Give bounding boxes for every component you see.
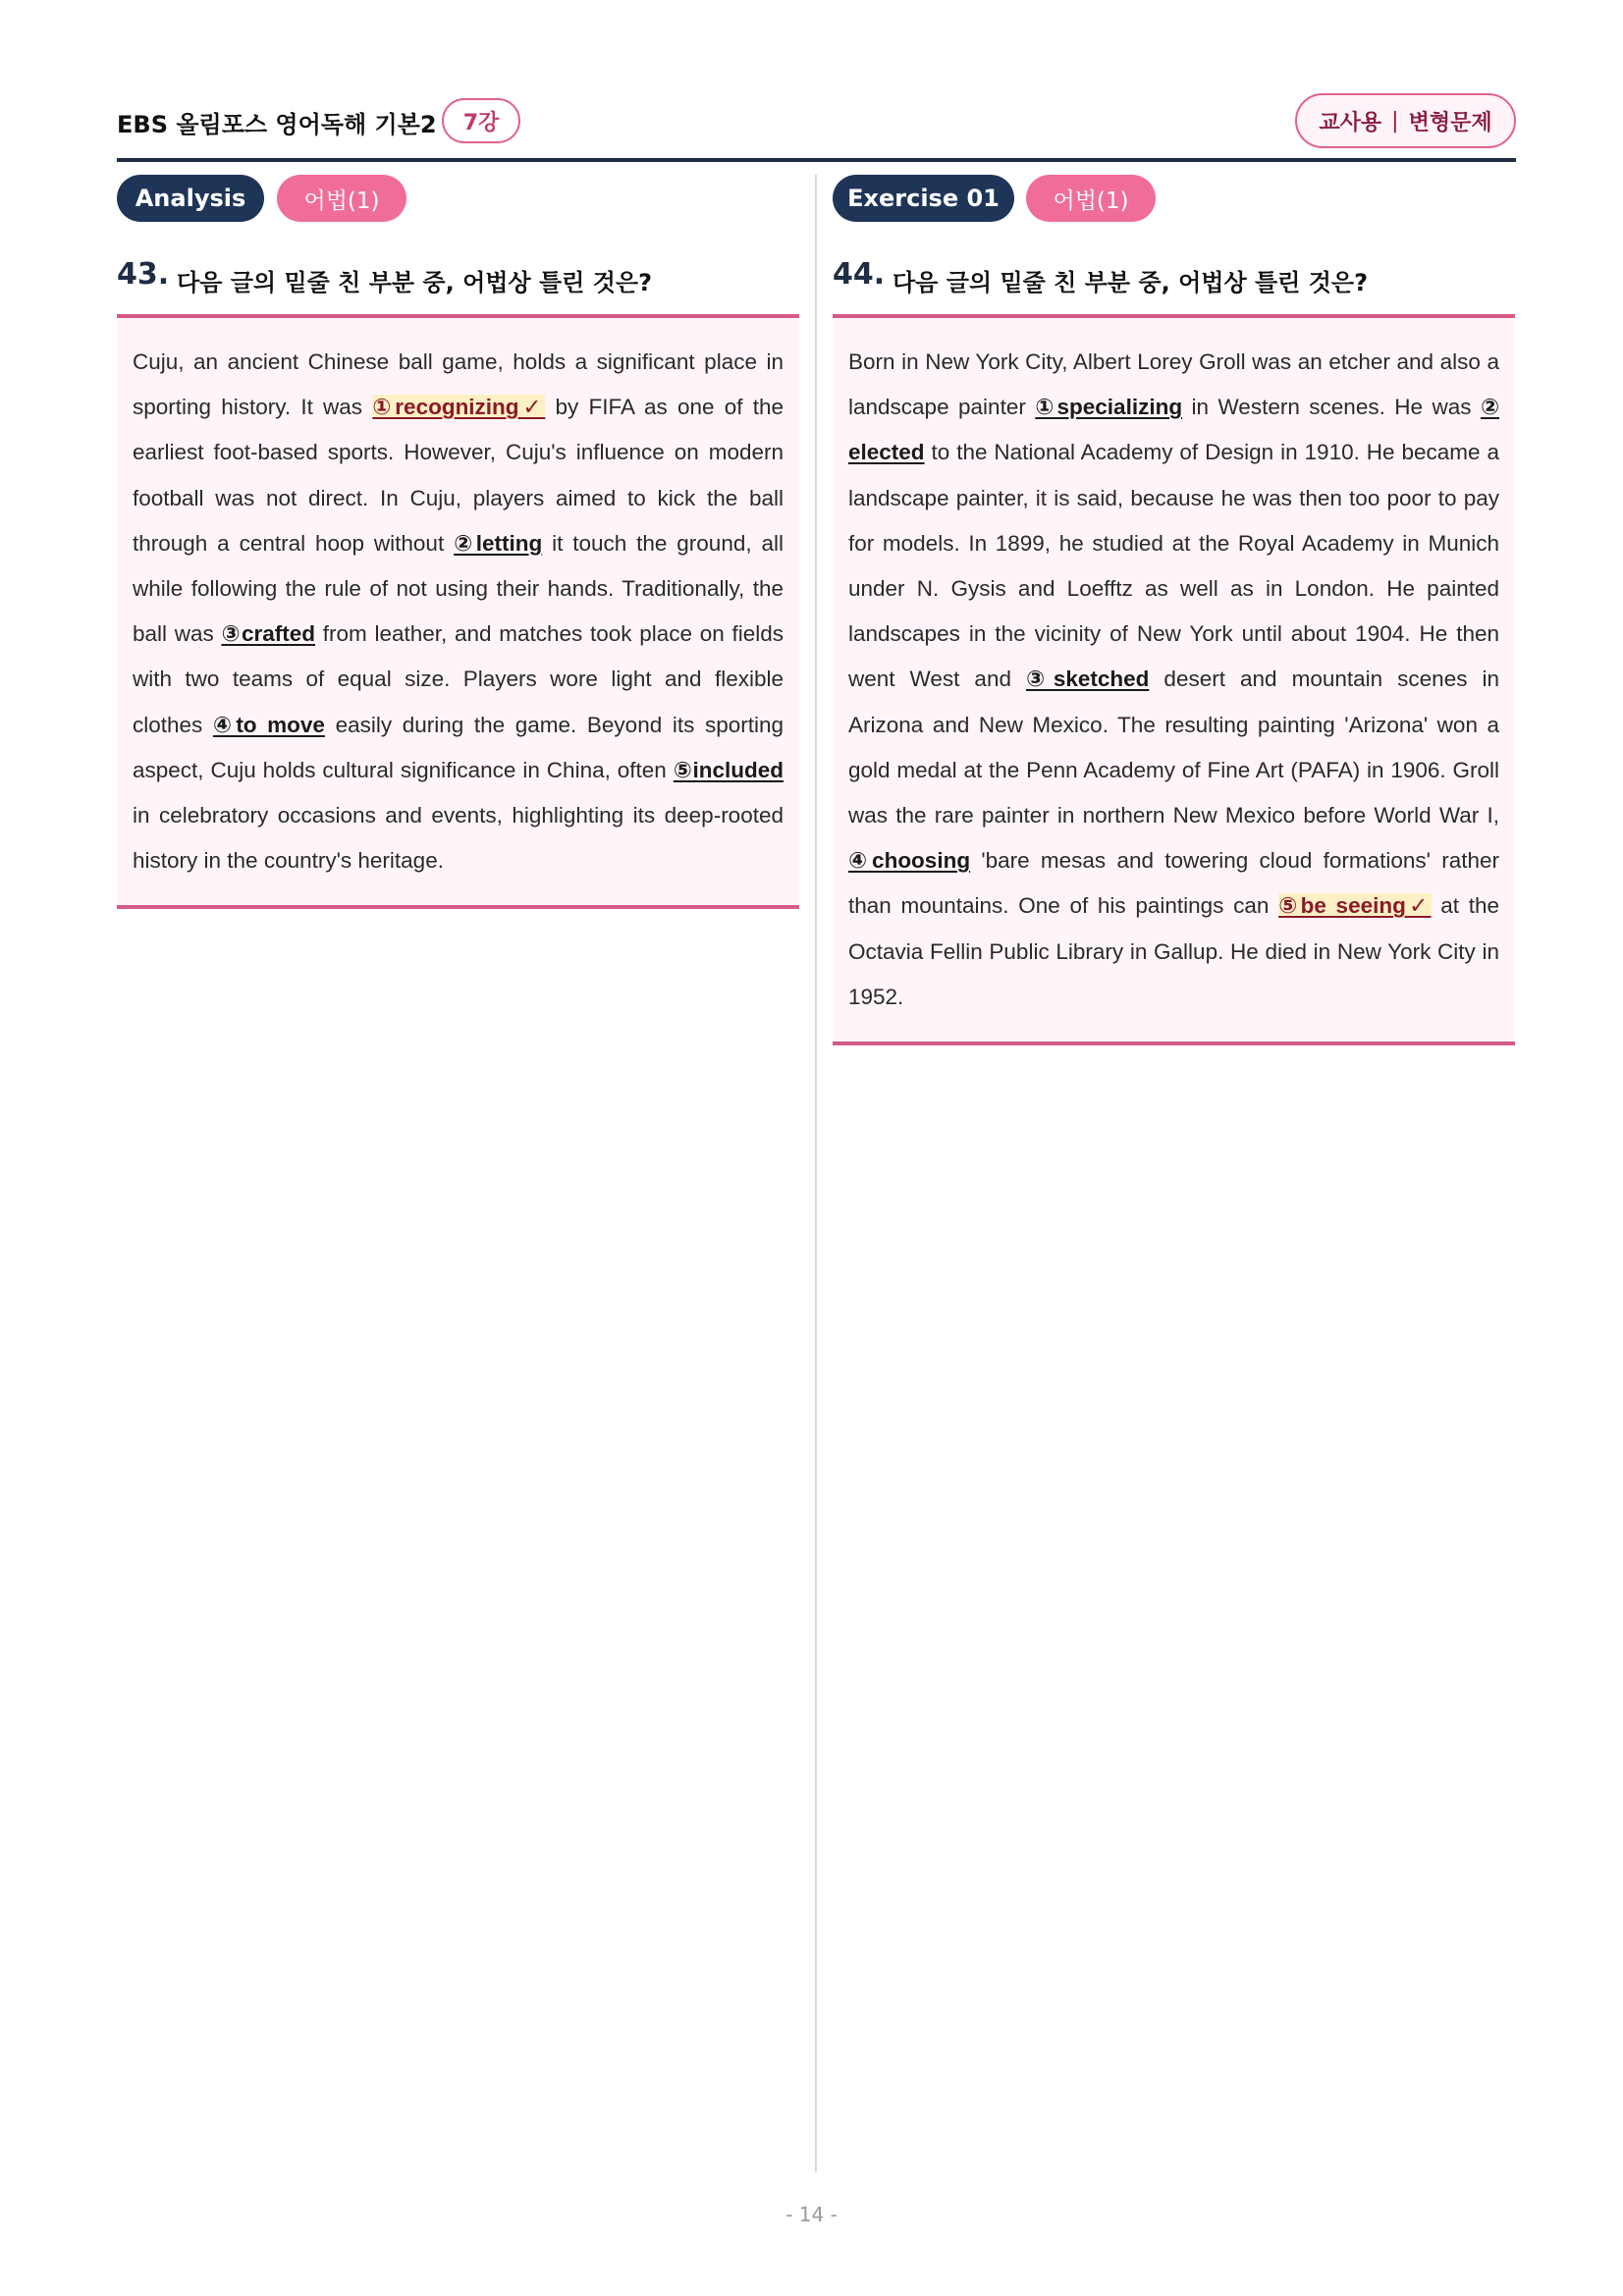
passage-segment: Born in New York City, Albert Lorey Groll was an etcher and also a landscape painter <box>848 349 1499 420</box>
right-column <box>833 175 1515 1009</box>
underlined-choice: ② elected <box>848 395 1500 465</box>
book-title: EBS 올림포스 영어독해 기본2 <box>117 111 437 138</box>
question-prompt: 다음 글의 밑줄 친 부분 중, 어법상 틀린 것은? <box>893 269 1369 296</box>
question-number: 43. <box>117 257 170 292</box>
column-divider <box>815 175 817 2172</box>
question-heading <box>833 257 1515 302</box>
badge-separator: | <box>1391 108 1399 133</box>
underlined-choice: ⑤included <box>673 757 784 782</box>
question-heading <box>117 257 799 302</box>
lesson-badge: 7강 <box>442 98 520 143</box>
underlined-choice: ④choosing <box>848 848 971 874</box>
passage-segment: easily during the game. Beyond its sporting aspect, Cuju holds cultural significance in China, often <box>133 712 784 782</box>
passage-segment: to the National Academy of Design in 1910. He became a landscape painter, it is said, because he was then too poor to pay for models. In 1899, he studied at the Royal Academy in Munich under N. Gysis and Loefftz as well as in London. He painted landscapes in the vicinity of New York until about 1904. He then went West and <box>848 440 1499 692</box>
exercise-pill: Exercise 01 <box>833 175 1014 222</box>
passage-segment: in celebratory occasions and events, highlighting its deep-rooted history in the country's heritage. <box>133 803 784 874</box>
passage-box <box>117 314 799 909</box>
underlined-choice: ③crafted <box>221 621 316 647</box>
underlined-choice: ④to move <box>212 712 325 737</box>
passage-text <box>848 340 1499 1020</box>
left-column <box>117 175 799 874</box>
badge-teacher-label: 교사용 <box>1319 110 1382 135</box>
passage-segment: it touch the ground, all while following the rule of not using their hands. Traditionally, the ball was <box>133 530 784 647</box>
question-prompt: 다음 글의 밑줄 친 부분 중, 어법상 틀린 것은? <box>177 269 653 296</box>
section-tags <box>117 175 799 222</box>
badge-type-label: 변형문제 <box>1408 110 1492 135</box>
grammar-pill: 어법(1) <box>277 175 406 222</box>
underlined-choice: ③sketched <box>1026 667 1150 692</box>
analysis-pill: Analysis <box>117 175 264 222</box>
passage-segment: from leather, and matches took place on fields with two teams of equal size. Players wore light and flexible clothes <box>133 621 784 737</box>
passage-box <box>833 314 1515 1045</box>
answer-underlined-choice: ①recognizing✓ <box>372 395 546 420</box>
passage-segment: Cuju, an ancient Chinese ball game, holds a significant place in sporting history. It was <box>133 349 784 420</box>
page-header <box>117 93 1516 162</box>
section-tags <box>833 175 1515 222</box>
passage-segment: desert and mountain scenes in Arizona and New Mexico. The resulting painting 'Arizona' won a gold medal at the Penn Academy of Fine Art (PAFA) in 1906. Groll was the rare painter in northern New Mexico before World War I, <box>848 667 1499 828</box>
passage-segment: in Western scenes. He was <box>1182 395 1481 420</box>
passage-segment: by FIFA as one of the earliest foot-based sports. However, Cuju's influence on modern football was not direct. In Cuju, players aimed to kick the ball through a central hoop without <box>133 395 784 556</box>
teacher-badge <box>1295 93 1516 148</box>
underlined-choice: ②letting <box>454 530 543 556</box>
grammar-pill: 어법(1) <box>1026 175 1156 222</box>
passage-text <box>133 340 784 883</box>
passage-segment: 'bare mesas and towering cloud formations' rather than mountains. One of his paintings can <box>848 848 1499 919</box>
page-number: - 14 - <box>785 2203 838 2226</box>
underlined-choice: ①specializing <box>1035 395 1183 420</box>
question-number: 44. <box>833 257 886 292</box>
answer-underlined-choice: ⑤be seeing✓ <box>1278 893 1432 919</box>
passage-segment: at the Octavia Fellin Public Library in Gallup. He died in New York City in 1952. <box>848 893 1500 1009</box>
